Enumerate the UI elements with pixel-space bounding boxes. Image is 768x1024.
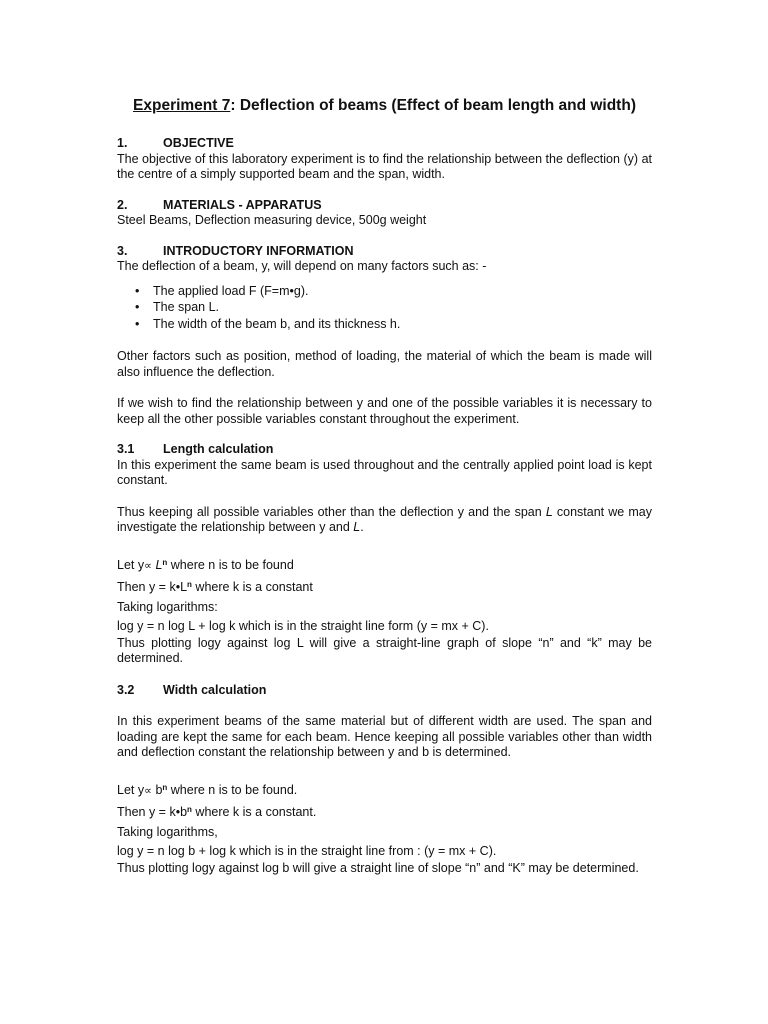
section-heading-length <box>117 442 652 458</box>
width-plot-text: Thus plotting logy against log b will give a straight line of slope “n” and “K” may be determined. <box>117 860 639 875</box>
length-plot-text: Thus plotting logy against log L will give a straight-line graph of slope “n” and “k” may be determined. <box>117 635 652 665</box>
list-item: • The width of the beam b, and its thickness h. <box>153 317 652 333</box>
intro-text: The deflection of a beam, y, will depend on many factors such as: - <box>117 259 487 273</box>
document-page <box>117 96 652 876</box>
section-heading-width <box>117 683 652 699</box>
section-heading-materials <box>117 198 652 214</box>
length-proportional-statement: Let $y\propto L^n$ where n is to be found <box>117 557 294 572</box>
section-title: INTRODUCTORY INFORMATION <box>163 243 354 258</box>
title-text: : Deflection of beams (Effect of beam length and width) <box>230 97 636 114</box>
length-log-equation: log y = n log L + log k which is in the straight line form (y = mx + C). <box>117 619 489 633</box>
section-number: 1. <box>117 136 128 150</box>
length-paragraph-2: Thus keeping all possible variables other than the deflection y and the span L constant we may investigate the relationship between y and L. <box>117 504 652 534</box>
width-paragraph-1: In this experiment beams of the same material but of different width are used. The span and loading are kept the same for each beam. Hence keeping all possible variables other than width and deflection constant the relationship between y and b is determined. <box>117 714 652 759</box>
intro-paragraph-2: If we wish to find the relationship between y and one of the possible variables it is necessary to keep all the other possible variables constant throughout the experiment. <box>117 396 652 426</box>
section-title: Length calculation <box>163 442 274 456</box>
intro-paragraph-1: Other factors such as position, method of loading, the material of which the beam is made will also influence the deflection. <box>117 349 652 379</box>
section-number: 3.2 <box>117 682 135 697</box>
section-heading-intro <box>117 244 652 260</box>
section-heading-objective <box>117 136 652 152</box>
title-experiment-number: Experiment 7 <box>133 97 231 114</box>
width-equation: Then $y = k•b^n$ where k is a constant. <box>117 805 317 819</box>
list-item: • The span L. <box>153 300 652 316</box>
length-paragraph-1: In this experiment the same beam is used throughout and the centrally applied point load is kept constant. <box>117 457 652 487</box>
section-title: OBJECTIVE <box>163 136 234 150</box>
width-taking-logs: Taking logarithms, <box>117 824 218 839</box>
section-title: Width calculation <box>163 682 267 697</box>
factor-list <box>117 284 652 333</box>
section-title: MATERIALS - APPARATUS <box>163 197 322 212</box>
list-item: • The applied load F (F=m•g). <box>153 284 652 300</box>
length-taking-logs: Taking logarithms: <box>117 599 218 614</box>
width-log-equation: log y = n log b + log k which is in the straight line from : (y = mx + C). <box>117 844 497 858</box>
page-title <box>117 96 652 115</box>
section-number: 3.1 <box>117 442 135 456</box>
length-equation: Then $y = k•L^n$ where k is a constant <box>117 580 313 594</box>
section-number: 2. <box>117 197 128 212</box>
objective-text: The objective of this laboratory experiment is to find the relationship between the deflection (y) at the centre of a simply supported beam and the span, width. <box>117 151 652 181</box>
width-proportional-statement: Let $y\propto b^n$ where n is to be found. <box>117 782 298 797</box>
materials-text: Steel Beams, Deflection measuring device, 500g weight <box>117 213 427 227</box>
section-number: 3. <box>117 243 128 258</box>
